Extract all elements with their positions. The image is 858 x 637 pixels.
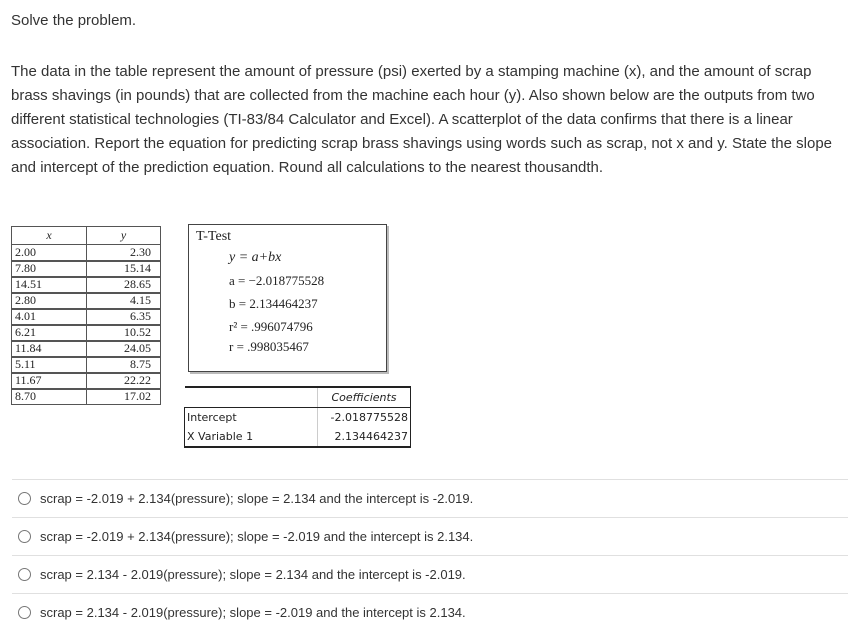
ttest-output-box [188, 224, 387, 372]
table-row [12, 261, 161, 277]
option-label: scrap = 2.134 - 2.019(pressure); slope = 2.134 and the intercept is -2.019. [40, 567, 466, 582]
radio-button[interactable] [18, 530, 31, 543]
x-value: 11.84 [12, 341, 87, 357]
x-value: 7.80 [12, 261, 87, 277]
radio-button[interactable] [18, 568, 31, 581]
x-value: 2.80 [12, 293, 87, 309]
regression-equation: y = a+bx [229, 250, 282, 265]
x-value: 4.01 [12, 309, 87, 325]
radio-button[interactable] [18, 606, 31, 619]
coef-header-blank [185, 387, 318, 408]
table-row [12, 341, 161, 357]
table-row [12, 389, 161, 405]
ttest-title: T-Test [196, 229, 232, 244]
table-row [12, 245, 161, 261]
r-value: r = .998035467 [229, 339, 309, 354]
table-row [12, 373, 161, 389]
y-value: 4.15 [87, 293, 161, 309]
x-value: 8.70 [12, 389, 87, 405]
x-value: 6.21 [12, 325, 87, 341]
option-label: scrap = -2.019 + 2.134(pressure); slope = 2.134 and the intercept is -2.019. [40, 491, 474, 506]
coef-value: 2.134464237 [318, 427, 411, 447]
y-value: 15.14 [87, 261, 161, 277]
coef-label: X Variable 1 [185, 427, 318, 447]
answer-option-2[interactable] [12, 517, 848, 555]
table-row [12, 309, 161, 325]
answer-option-1[interactable] [12, 479, 848, 517]
y-value: 6.35 [87, 309, 161, 325]
y-value: 22.22 [87, 373, 161, 389]
coef-value: -2.018775528 [318, 408, 411, 428]
table-row [12, 325, 161, 341]
coef-label: Intercept [185, 408, 318, 428]
y-value: 2.30 [87, 245, 161, 261]
table-row [185, 408, 411, 428]
intercept-a-value: a = −2.018775528 [229, 273, 325, 288]
data-table [11, 226, 161, 405]
table-row [12, 277, 161, 293]
y-value: 28.65 [87, 277, 161, 293]
y-value: 24.05 [87, 341, 161, 357]
y-column-header: y [87, 227, 161, 245]
x-value: 14.51 [12, 277, 87, 293]
option-label: scrap = 2.134 - 2.019(pressure); slope = -2.019 and the intercept is 2.134. [40, 605, 466, 620]
answer-option-3[interactable] [12, 555, 848, 593]
x-value: 11.67 [12, 373, 87, 389]
excel-coefficients-table [184, 386, 411, 448]
y-value: 17.02 [87, 389, 161, 405]
x-value: 5.11 [12, 357, 87, 373]
table-row [12, 293, 161, 309]
option-label: scrap = -2.019 + 2.134(pressure); slope = -2.019 and the intercept is 2.134. [40, 529, 474, 544]
answer-options [12, 479, 848, 631]
answer-option-4[interactable] [12, 593, 848, 631]
x-value: 2.00 [12, 245, 87, 261]
question-header: Solve the problem. [11, 12, 137, 29]
table-row [185, 427, 411, 447]
table-row [12, 357, 161, 373]
coefficients-header: Coefficients [318, 387, 411, 408]
x-column-header: x [12, 227, 87, 245]
radio-button[interactable] [18, 492, 31, 505]
y-value: 10.52 [87, 325, 161, 341]
slope-b-value: b = 2.134464237 [229, 296, 318, 311]
r-squared-value: r² = .996074796 [229, 319, 313, 334]
y-value: 8.75 [87, 357, 161, 373]
problem-statement: The data in the table represent the amount of pressure (psi) exerted by a stamping machine (x), and the amount of scrap brass shavings (in pounds) that are collected from the machine each hour (y). Also shown below are the outputs from two different statistical technologies (TI-83/84 Calculator and Excel). A scatterplot of the data confirms that there is a linear association. Report the equation for predicting scrap brass shavings using words such as scrap, not x and y. State the slope and intercept of the prediction equation. Round all calculations to the nearest thousandth. [11, 63, 833, 176]
